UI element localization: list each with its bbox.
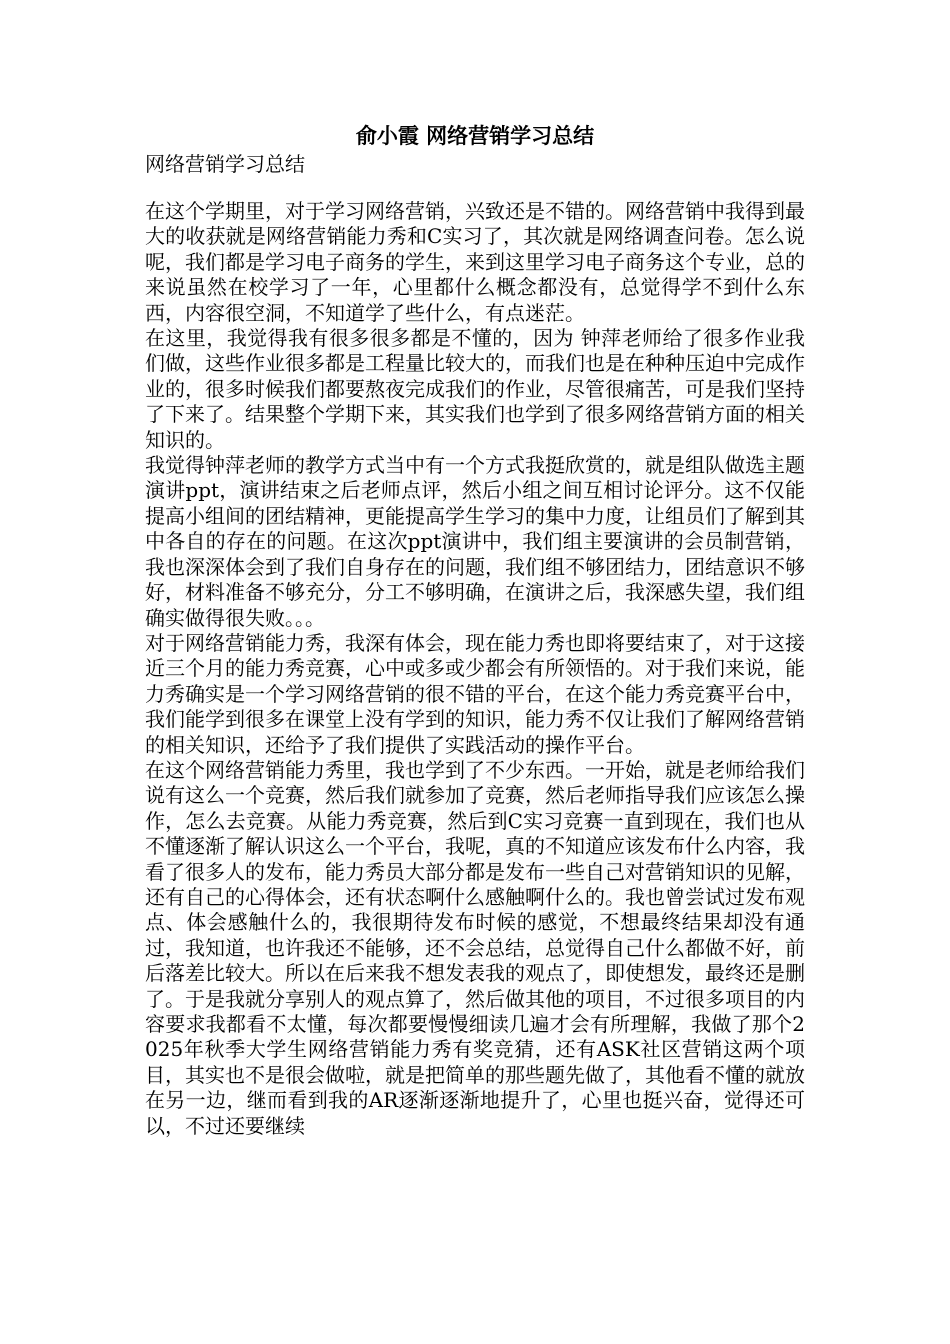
paragraph-1: 在这个学期里，对于学习网络营销，兴致还是不错的。网络营销中我得到最大的收获就是网络营销能力秀和C实习了，其次就是网络调查问卷。怎么说呢，我们都是学习电子商务的学生，来到这里学习电子商务这个专业，总的来说虽然在校学习了一年，心里都什么概念都没有，总觉得学不到什么东西，内容很空洞，不知道学了些什么，有点迷茫。 [145,199,805,325]
document-title: 俞小霞 网络营销学习总结 [355,124,595,148]
document-body [145,199,805,1139]
paragraph-2: 在这里，我觉得我有很多很多都是不懂的，因为 钟萍老师给了很多作业我们做，这些作业很多都是工程量比较大的，而我们也是在种种压迫中完成作业的，很多时候我们都要熬夜完成我们的作业，尽管很痛苦，可是我们坚持了下来了。结果整个学期下来，其实我们也学到了很多网络营销方面的相关知识的。 [145,326,805,452]
document-subtitle: 网络营销学习总结 [145,152,305,176]
paragraph-4: 对于网络营销能力秀，我深有体会，现在能力秀也即将要结束了，对于这接近三个月的能力秀竞赛，心中或多或少都会有所领悟的。对于我们来说，能力秀确实是一个学习网络营销的很不错的平台，在这个能力秀竞赛平台中，我们能学到很多在课堂上没有学到的知识，能力秀不仅让我们了解网络营销的相关知识，还给予了我们提供了实践活动的操作平台。 [145,630,805,757]
paragraph-5: 在这个网络营销能力秀里，我也学到了不少东西。一开始，就是老师给我们说有这么一个竞赛，然后我们就参加了竞赛，然后老师指导我们应该怎么操作，怎么去竞赛。从能力秀竞赛，然后到C实习竞赛一直到现在，我们也从不懂逐渐了解认识这么一个平台，我呢，真的不知道应该发布什么内容，我看了很多人的发布，能力秀员大部分都是发布一些自己对营销知识的见解，还有自己的心得体会，还有状态啊什么感触啊什么的。我也曾尝试过发布观点、体会感触什么的，我很期待发布时候的感觉，不想最终结果却没有通过，我知道，也许我还不能够，还不会总结，总觉得自己什么都做不好，前后落差比较大。所以在后来我不想发表我的观点了，即使想发，最终还是删了。于是我就分享别人的观点算了，然后做其他的项目，不过很多项目的内容要求我都看不太懂，每次都要慢慢细读几遍才会有所理解，我做了那个2025年秋季大学生网络营销能力秀有奖竞猜，还有ASK社区营销这两个项目，其实也不是很会做啦，就是把简单的那些题先做了，其他看不懂的就放在另一边，继而看到我的AR逐渐逐渐地提升了，心里也挺兴奋，觉得还可以，不过还要继续 [145,757,805,1138]
paragraph-3: 我觉得钟萍老师的教学方式当中有一个方式我挺欣赏的，就是组队做选主题演讲ppt，演讲结束之后老师点评，然后小组之间互相讨论评分。这不仅能提高小组间的团结精神，更能提高学生学习的集中力度，让组员们了解到其中各自的存在的问题。在这次ppt演讲中，我们组主要演讲的会员制营销，我也深深体会到了我们自身存在的问题，我们组不够团结力，团结意识不够好，材料准备不够充分，分工不够明确，在演讲之后，我深感失望，我们组确实做得很失败。。。 [145,453,805,630]
